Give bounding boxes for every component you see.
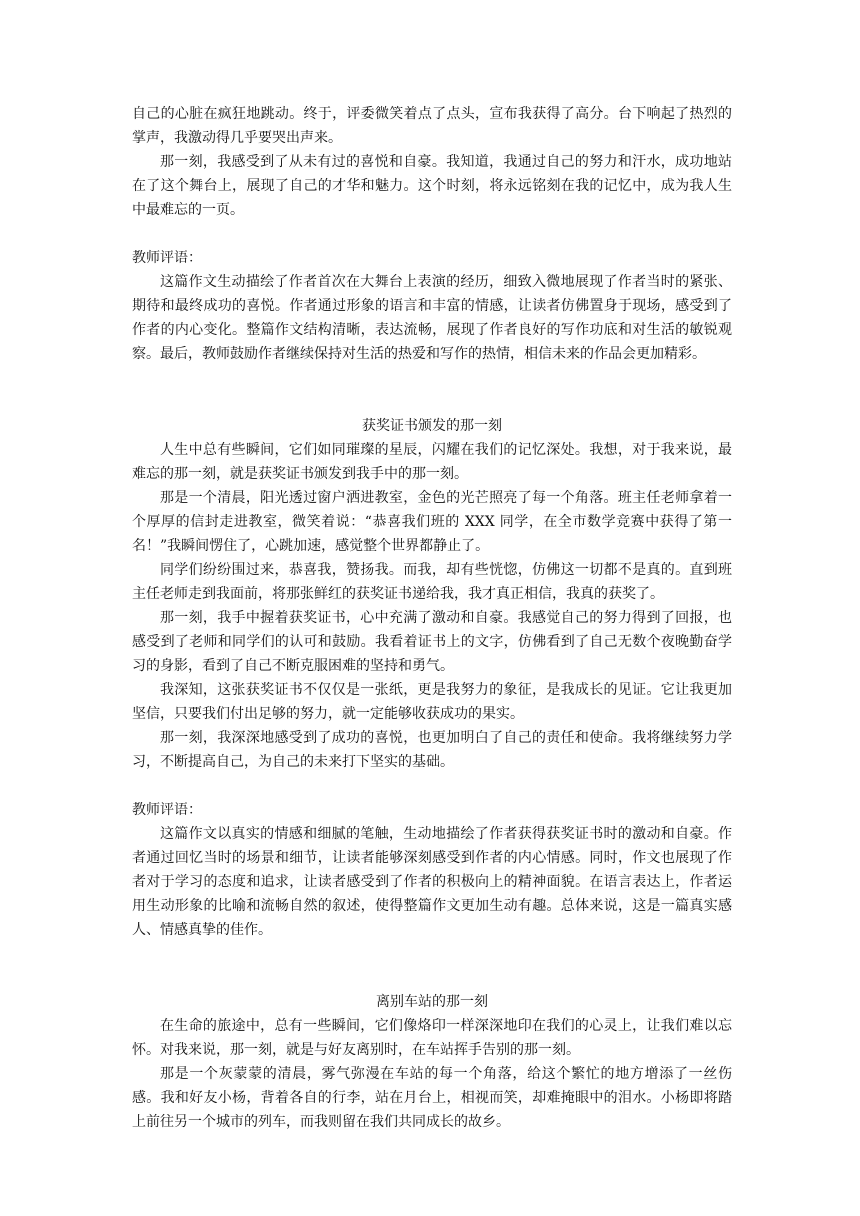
paragraph: 那是一个清晨，阳光透过窗户洒进教室，金色的光芒照亮了每一个角落。班主任老师拿着一个厚厚的信封走进教室，微笑着说：“恭喜我们班的 XXX 同学，在全市数学竞赛中获得了第一名！”我瞬间愣住了，心跳加速，感觉整个世界都静止了。 — [132, 490, 732, 554]
essay-title: 离别车站的那一刻 — [376, 994, 488, 1010]
paragraph: 那一刻，我手中握着获奖证书，心中充满了激动和自豪。我感觉自己的努力得到了回报，也感受到了老师和同学们的认可和鼓励。我看着证书上的文字，仿佛看到了自己无数个夜晚勤奋学习的身影，看到了自己不断克服困难的坚持和勇气。 — [132, 610, 732, 674]
essay-section-1 — [132, 102, 732, 366]
paragraph: 我深知，这张获奖证书不仅仅是一张纸，更是我努力的象征，是我成长的见证。它让我更加坚信，只要我们付出足够的努力，就一定能够收获成功的果实。 — [132, 682, 732, 722]
paragraph: 那一刻，我深深地感受到了成功的喜悦，也更加明白了自己的责任和使命。我将继续努力学习，不断提高自己，为自己的未来打下坚实的基础。 — [132, 730, 732, 770]
essay-section-2 — [132, 414, 732, 942]
paragraph: 那一刻，我感受到了从未有过的喜悦和自豪。我知道，我通过自己的努力和汗水，成功地站在了这个舞台上，展现了自己的才华和魅力。这个时刻，将永远铭刻在我的记忆中，成为我人生中最难忘的一页。 — [132, 154, 732, 218]
paragraph: 人生中总有些瞬间，它们如同璀璨的星辰，闪耀在我们的记忆深处。我想，对于我来说，最难忘的那一刻，就是获奖证书颁发到我手中的那一刻。 — [132, 442, 732, 482]
essay-section-3 — [132, 990, 732, 1134]
comment-label: 教师评语： — [132, 802, 202, 818]
teacher-comment: 这篇作文生动描绘了作者首次在大舞台上表演的经历，细致入微地展现了作者当时的紧张、期待和最终成功的喜悦。作者通过形象的语言和丰富的情感，让读者仿佛置身于现场，感受到了作者的内心变化。整篇作文结构清晰，表达流畅，展现了作者良好的写作功底和对生活的敏锐观察。最后，教师鼓励作者继续保持对生活的热爱和写作的热情，相信未来的作品会更加精彩。 — [132, 274, 732, 362]
paragraph: 自己的心脏在疯狂地跳动。终于，评委微笑着点了点头，宣布我获得了高分。台下响起了热烈的掌声，我激动得几乎要哭出声来。 — [132, 106, 732, 146]
document-page — [132, 102, 732, 1134]
essay-title: 获奖证书颁发的那一刻 — [362, 418, 502, 434]
comment-label: 教师评语： — [132, 250, 202, 266]
paragraph: 在生命的旅途中，总有一些瞬间，它们像烙印一样深深地印在我们的心灵上，让我们难以忘怀。对我来说，那一刻，就是与好友离别时，在车站挥手告别的那一刻。 — [132, 1018, 732, 1058]
paragraph: 那是一个灰蒙蒙的清晨，雾气弥漫在车站的每一个角落，给这个繁忙的地方增添了一丝伤感。我和好友小杨，背着各自的行李，站在月台上，相视而笑，却难掩眼中的泪水。小杨即将踏上前往另一个城市的列车，而我则留在我们共同成长的故乡。 — [132, 1066, 732, 1130]
teacher-comment: 这篇作文以真实的情感和细腻的笔触，生动地描绘了作者获得获奖证书时的激动和自豪。作者通过回忆当时的场景和细节，让读者能够深刻感受到作者的内心情感。同时，作文也展现了作者对于学习的态度和追求，让读者感受到了作者的积极向上的精神面貌。在语言表达上，作者运用生动形象的比喻和流畅自然的叙述，使得整篇作文更加生动有趣。总体来说，这是一篇真实感人、情感真挚的佳作。 — [132, 826, 732, 938]
paragraph: 同学们纷纷围过来，恭喜我，赞扬我。而我，却有些恍惚，仿佛这一切都不是真的。直到班主任老师走到我面前，将那张鲜红的获奖证书递给我，我才真正相信，我真的获奖了。 — [132, 562, 732, 602]
